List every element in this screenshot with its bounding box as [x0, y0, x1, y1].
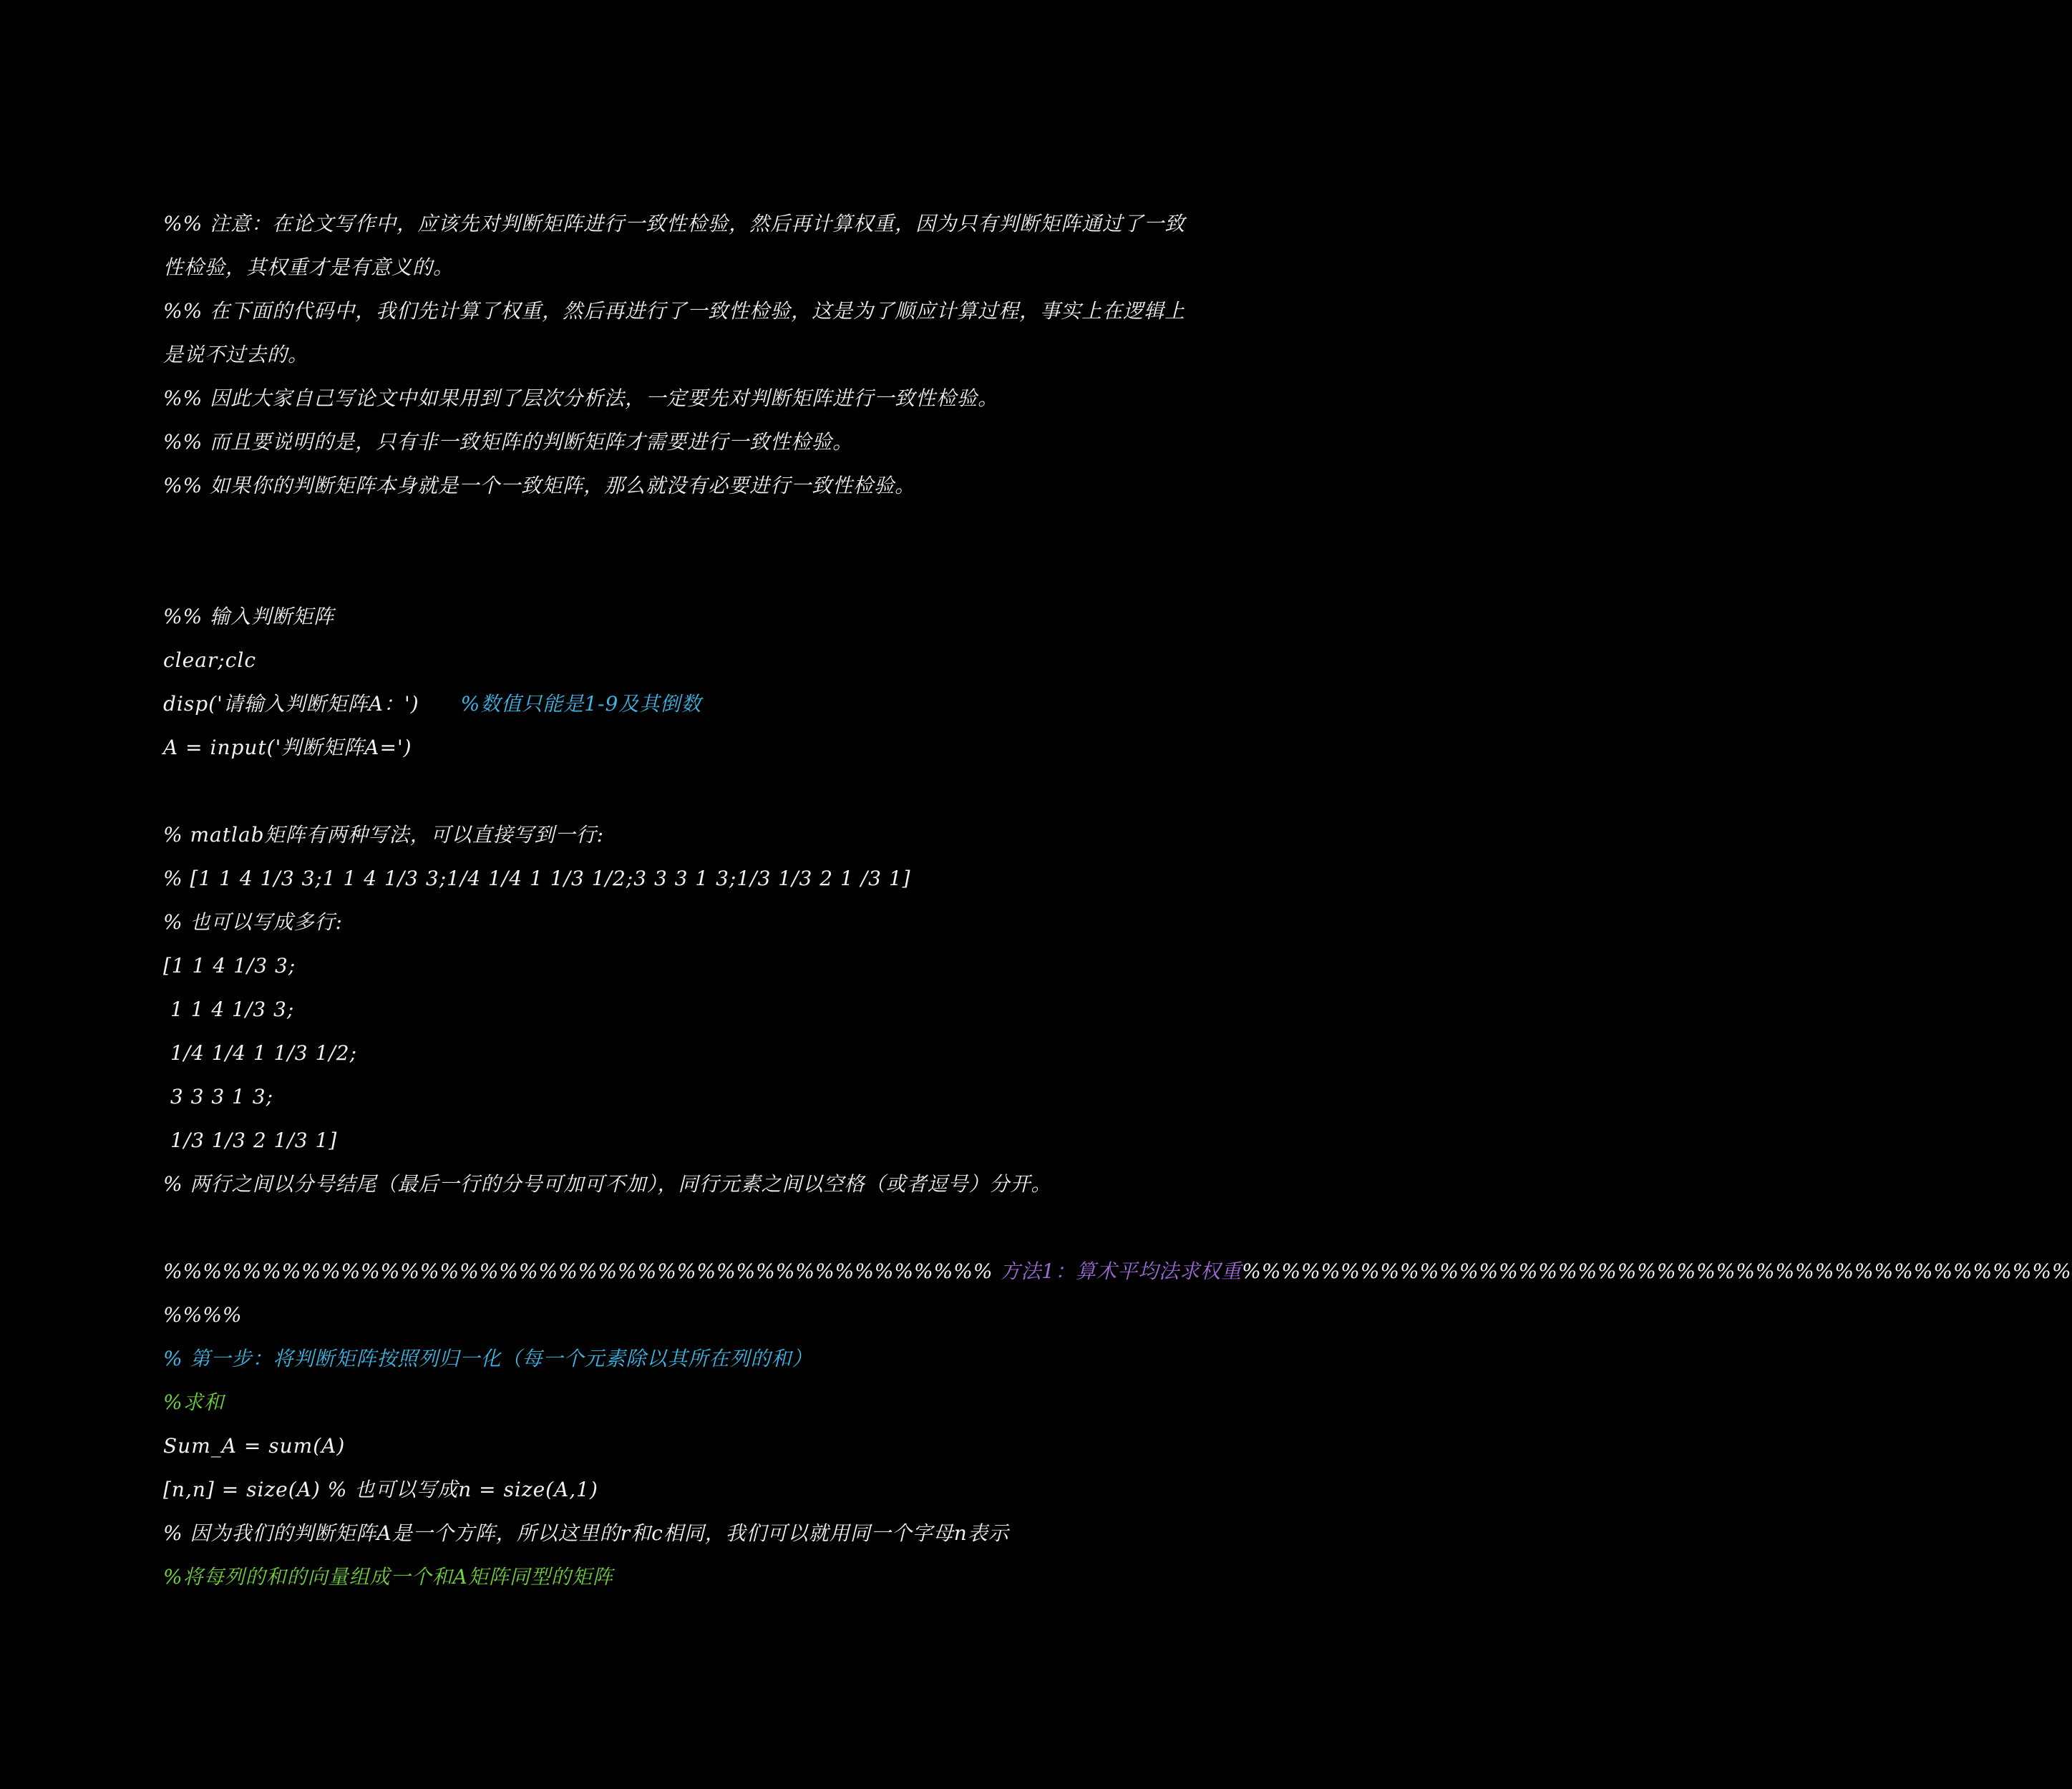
- banner-title: 方法1：算术平均法求权重: [993, 1259, 1242, 1283]
- document-page: [163, 202, 2072, 1599]
- matrix-row: 1/3 1/3 2 1/3 1]: [163, 1129, 338, 1152]
- note-line: 性检验，其权重才是有意义的。: [163, 255, 454, 279]
- code-line: clear;clc: [163, 648, 257, 672]
- code-line: [163, 682, 1222, 726]
- comment-line: % [1 1 4 1/3 3;1 1 4 1/3 3;1/4 1/4 1 1/3 1/2;3 3 3 1 3;1/3 1/3 2 1 /3 1]: [163, 867, 911, 890]
- matrix-row: 1 1 4 1/3 3;: [163, 998, 295, 1021]
- matrix-row: 1/4 1/4 1 1/3 1/2;: [163, 1041, 357, 1065]
- step-comment: % 第一步：将判断矩阵按照列归一化（每一个元素除以其所在列的和）: [163, 1347, 813, 1370]
- matrix-row: [1 1 4 1/3 3;: [163, 954, 296, 978]
- comment-line: % 也可以写成多行:: [163, 910, 343, 934]
- note-line: %% 注意：在论文写作中，应该先对判断矩阵进行一致性检验，然后再计算权重，因为只有判断矩阵通过了一致: [163, 212, 1186, 235]
- code-comment: %求和: [163, 1390, 225, 1414]
- code-line: A = input('判断矩阵A='): [163, 736, 412, 759]
- method-banner: [163, 1249, 2072, 1293]
- spacer: [163, 1206, 1222, 1249]
- banner-tail: %%%%: [163, 1303, 243, 1327]
- code-comment: %数值只能是1-9及其倒数: [460, 692, 702, 716]
- code-text: disp('请输入判断矩阵A：'): [163, 692, 419, 716]
- note-line: 是说不过去的。: [163, 343, 309, 366]
- matrix-row: 3 3 3 1 3;: [163, 1085, 274, 1108]
- spacer: [163, 507, 1222, 595]
- spacer: [163, 769, 1222, 813]
- section-header: %% 输入判断矩阵: [163, 605, 335, 628]
- code-line: Sum_A = sum(A): [163, 1434, 346, 1458]
- note-line: %% 在下面的代码中，我们先计算了权重，然后再进行了一致性检验，这是为了顺应计算过程，事实上在逻辑上: [163, 299, 1186, 323]
- note-line: %% 因此大家自己写论文中如果用到了层次分析法，一定要先对判断矩阵进行一致性检验。: [163, 386, 999, 410]
- code-line: [n,n] = size(A) % 也可以写成n = size(A,1): [163, 1478, 598, 1501]
- banner-left: %%%%%%%%%%%%%%%%%%%%%%%%%%%%%%%%%%%%%%%%%%: [163, 1259, 993, 1283]
- comment-line: % 因为我们的判断矩阵A是一个方阵，所以这里的r和c相同，我们可以就用同一个字母n表示: [163, 1521, 1009, 1545]
- note-line: %% 如果你的判断矩阵本身就是一个一致矩阵，那么就没有必要进行一致性检验。: [163, 474, 916, 497]
- code-comment: %将每列的和的向量组成一个和A矩阵同型的矩阵: [163, 1565, 613, 1589]
- note-line: %% 而且要说明的是，只有非一致矩阵的判断矩阵才需要进行一致性检验。: [163, 430, 854, 454]
- comment-line: % 两行之间以分号结尾（最后一行的分号可加可不加），同行元素之间以空格（或者逗号）分开。: [163, 1172, 1052, 1196]
- banner-right: %%%%%%%%%%%%%%%%%%%%%%%%%%%%%%%%%%%%%%%%%%: [1242, 1259, 2072, 1283]
- comment-line: % matlab矩阵有两种写法，可以直接写到一行:: [163, 823, 605, 847]
